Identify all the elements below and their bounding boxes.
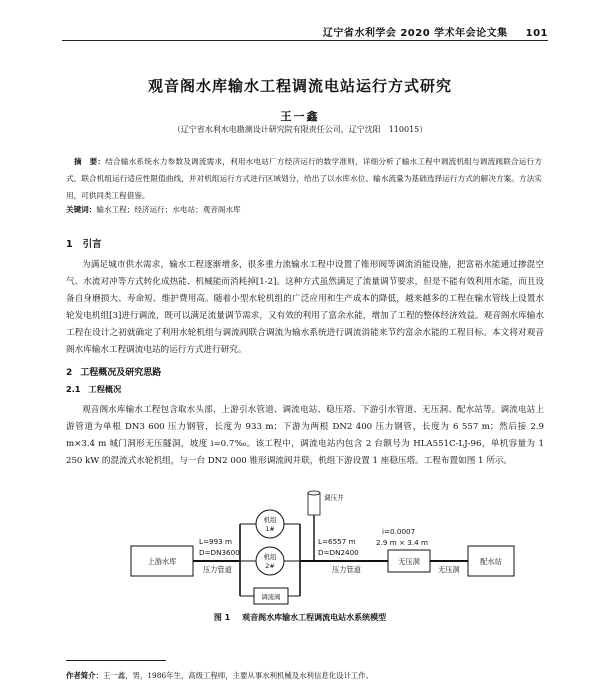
pipe2-diameter: D=DN2400 bbox=[318, 548, 359, 557]
pipe1-diameter: D=DN3600 bbox=[199, 548, 240, 557]
figure-1-caption bbox=[0, 612, 600, 623]
page-number: 101 bbox=[525, 28, 548, 39]
abstract-label: 摘 要： bbox=[74, 157, 106, 166]
pipe2-length: L=6557 m bbox=[318, 537, 356, 546]
section-2-number: 2 bbox=[66, 368, 73, 378]
reservoir-label: 上游水库 bbox=[147, 557, 177, 566]
tunnel-slope: i=0.0007 bbox=[382, 527, 416, 536]
pipe2-name: 压力管道 bbox=[332, 565, 361, 574]
running-title: 辽宁省水利学会 2020 学术年会论文集 bbox=[322, 28, 508, 39]
distribution-label: 配水站 bbox=[480, 557, 502, 566]
section-2-title: 工程概况及研究思路 bbox=[80, 368, 162, 378]
tunnel-size: 2.9 m × 3.4 m bbox=[376, 538, 429, 547]
footnote-text: 王一鑫，男，1986年生，高级工程师，主要从事水利机械及水利信息化设计工作。 bbox=[102, 671, 374, 680]
section-1-number: 1 bbox=[66, 239, 73, 250]
footnote bbox=[66, 670, 544, 681]
figure-caption-text: 观音阁水库输水工程调流电站水系统模型 bbox=[242, 613, 387, 622]
unit2-number: 2# bbox=[265, 562, 275, 570]
unit1-number: 1# bbox=[265, 525, 275, 533]
unit-1-circle bbox=[256, 510, 284, 538]
section-1-title: 引言 bbox=[82, 239, 102, 250]
abstract-text: 结合输水系统水力参数及调流需求，利用水电站厂方经济运行的数学准则，详细分析了输水工程中调流机组与调流阀联合运行方式，联合机组运行适应性限值曲线，并对机组运行方式进行区域划分，给出了以水库水位、输水流量为基础选择运行方式的解决方案。方法实用，可供同类工程借鉴。 bbox=[66, 157, 542, 200]
surge-tower-label: 调压井 bbox=[324, 494, 344, 502]
unit2-label: 机组 bbox=[263, 553, 277, 561]
tunnel-box-label: 无压洞 bbox=[398, 557, 420, 566]
unit-2-circle bbox=[256, 547, 284, 575]
tunnel-name: 无压洞 bbox=[438, 565, 460, 574]
section-1-paragraph: 为满足城市供水需求，输水工程逐渐增多，很多重力流输水工程中设置了锥形阀等调流消能设施，把富裕水能通过掺混空气、水流对冲等方式转化成热能、机械能而消耗掉[1-2]。这种方式虽然满足了流量调节要求，但是不能有效利用水能，而且设备自身磨损大、寿命短、维护费用高。随着小型水轮机组的广泛应用和生产成本的降低，越来越多的工程在输水管线上设置水轮发电机组[3]进行调流，既可以满足流量调节需求，又有效的利用了富余水能，增加了工程的整体经济效益。观音阁水库输水工程在设计之初就确定了利用水轮机组与调流阀联合调流为输水系统进行调流消能来节约富余水能的工程目标。本文将对观音阁水库输水工程调流电站的运行方式进行研究。 bbox=[66, 260, 544, 355]
figure-number: 图 1 bbox=[213, 613, 231, 622]
footnote-rule bbox=[66, 660, 166, 661]
affiliation: （辽宁省水利水电勘测设计研究院有限责任公司，辽宁沈阳 110015） bbox=[172, 125, 428, 134]
pipe1-length: L=993 m bbox=[199, 537, 233, 546]
subsection-2-1-number: 2.1 bbox=[66, 384, 81, 394]
surge-tower-icon bbox=[308, 491, 320, 515]
subsection-2-1-title: 工程概况 bbox=[88, 384, 122, 394]
unit1-label: 机组 bbox=[263, 516, 277, 524]
author-name: 王一鑫 bbox=[280, 110, 320, 123]
paper-title: 观音阁水库输水工程调流电站运行方式研究 bbox=[147, 77, 452, 95]
valve-label: 调流阀 bbox=[261, 593, 281, 601]
pipe1-name: 压力管道 bbox=[203, 565, 232, 574]
keywords-label: 关键词： bbox=[66, 205, 97, 214]
keywords-text: 输水工程；经济运行；水电站；观音阁水库 bbox=[96, 205, 241, 214]
footnote-label: 作者简介： bbox=[66, 671, 103, 680]
section-2-paragraph: 观音阁水库输水工程包含取水头部、上游引水管道、调流电站、稳压塔、下游引水管道、无压洞、配水站等。调流电站上游管道为单根 DN3 600 压力钢管，长度为 933 m；下游为两根 DN2 400 压力钢管，长度为 6 557 m；然后接 2.9 m×3.4 m 城门洞形无压隧洞，坡度 i=0.7‰。该工程中，调流电站内包含 2 台额号为 HLA551C-LJ-96，单机容量为 1 250 kW 的混流式水轮机组，与一台 DN2 000 锥形调流阀并联，机组下游设置 1 座稳压塔。工程布置如图 1 所示。 bbox=[66, 405, 544, 466]
